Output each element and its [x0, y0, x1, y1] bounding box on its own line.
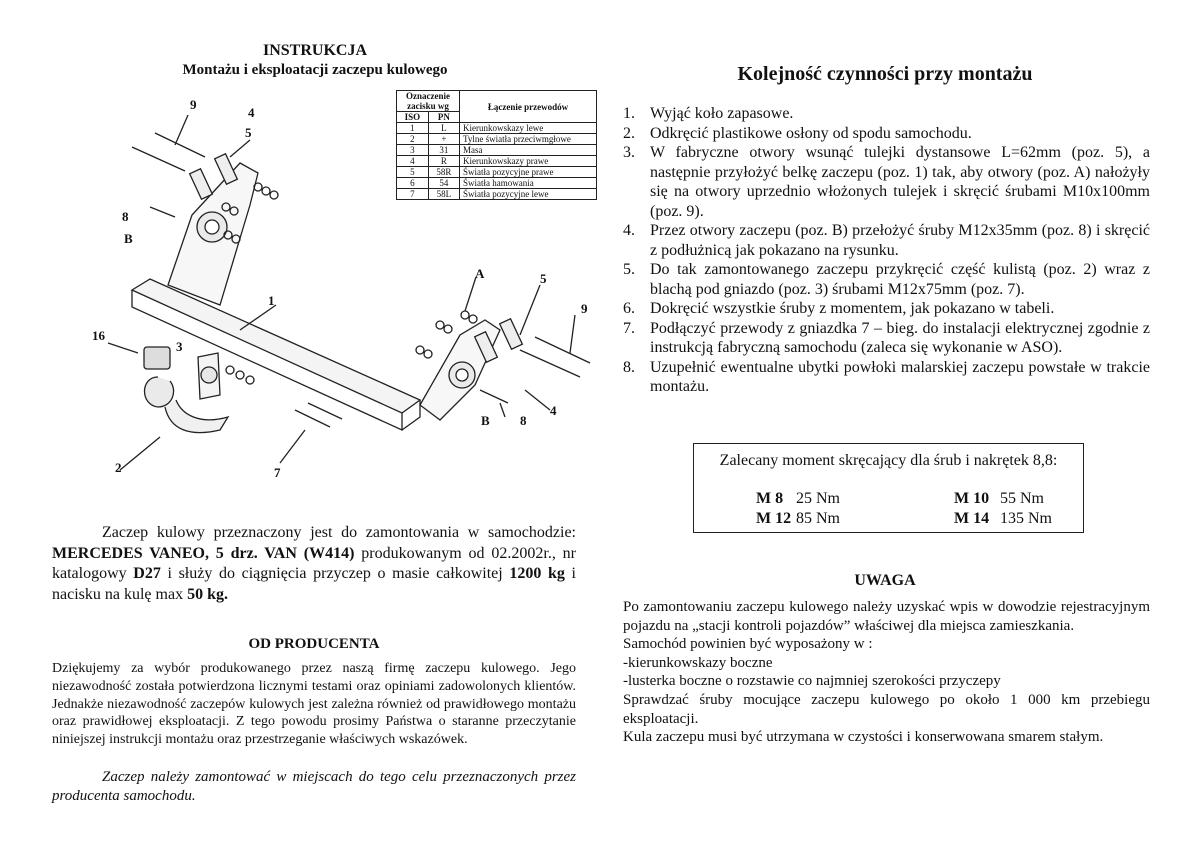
desc-cell: Światła hamowania: [460, 178, 597, 189]
step-number: 1.: [623, 105, 635, 122]
catalog-number: D27: [133, 565, 161, 582]
table-row: [397, 167, 597, 178]
desc-cell: Światła pozycyjne lewe: [460, 189, 597, 200]
diagram-label-a: A: [475, 266, 485, 281]
step-text: Do tak zamontowanego zaczepu przykręcić część kulistą (poz. 2) wraz z blachą pod gniazdo (poz. 3) śrubami M12x75mm (poz. 7).: [650, 261, 1150, 298]
iso-cell: 3: [397, 145, 429, 156]
iso-cell: 7: [397, 189, 429, 200]
warning-line: -lusterka boczne o rozstawie co najmniej szerokości przyczepy: [623, 673, 1001, 690]
iso-cell: 4: [397, 156, 429, 167]
warning-line: -kierunkowskazy boczne: [623, 654, 773, 671]
warning-paragraph: Sprawdzać śruby mocujące zaczepu kulowego po około 1 000 km przebiegu eksploatacji.: [623, 691, 1150, 727]
mounting-note: Zaczep należy zamontować w miejscach do tego celu przeznaczonych przez producenta samochodu.: [52, 769, 576, 804]
torque-value: 135 Nm: [1000, 510, 1052, 527]
desc-cell: Masa: [460, 145, 597, 156]
step-number: 4.: [623, 222, 635, 239]
diagram-label-5-right: 5: [540, 271, 547, 286]
table-row: [397, 178, 597, 189]
vehicle-text: Zaczep kulowy przeznaczony jest do zamontowania w samochodzie:: [102, 524, 576, 541]
pn-cell: 54: [428, 178, 459, 189]
wire-table-pn-header: PN: [428, 112, 459, 123]
diagram-label-8: 8: [122, 209, 129, 224]
document-subtitle: Montażu i eksploatacji zaczepu kulowego: [182, 62, 448, 78]
step-text: Dokręcić wszystkie śruby z momentem, jak pokazano w tabeli.: [650, 300, 1055, 317]
list-item: [623, 124, 1150, 144]
warning-heading: UWAGA: [854, 572, 916, 589]
pn-cell: R: [428, 156, 459, 167]
torque-value: 25 Nm: [796, 490, 840, 507]
step-text: Odkręcić plastikowe osłony od spodu samochodu.: [650, 124, 972, 142]
torque-m12: [756, 510, 840, 528]
desc-cell: Tylne światła przeciwmgłowe: [460, 134, 597, 145]
torque-m14: [954, 510, 1052, 528]
wire-table: [396, 90, 597, 200]
step-number: 8.: [623, 358, 635, 376]
iso-cell: 6: [397, 178, 429, 189]
torque-title: Zalecany moment skręcający dla śrub i nakrętek 8,8:: [719, 452, 1058, 469]
installation-steps: [623, 104, 1150, 397]
diagram-label-16: 16: [92, 328, 105, 343]
vehicle-text: i służy do ciągnięcia przyczep o masie całkowitej: [160, 565, 510, 582]
bolt-size: M 8: [756, 490, 784, 507]
producer-text: Dziękujemy za wybór produkowanego przez naszą firmę zaczepu kulowego. Jego niezawodność została potwierdzona licznymi testami oraz opiniami zadowolonych klientów. Jednakże niezawodność zaczepów kulowych jest zależna również od prawidłowego montażu oraz prawidłowej eksploatacji. Z tego powodu prosimy Państwa o staranne przeczytanie niniejszej instrukcji montażu oraz przestrzeganie właściwych wskazówek.: [52, 661, 576, 748]
iso-cell: 5: [397, 167, 429, 178]
step-number: 2.: [623, 124, 635, 142]
bolt-size: M 12: [756, 510, 792, 527]
trailer-mass: 1200 kg: [509, 565, 565, 582]
step-text: Uzupełnić ewentualne ubytki powłoki malarskiej zaczepu powstałe w trakcie montażu.: [650, 358, 1150, 395]
diagram-label-b-right: B: [481, 413, 490, 428]
desc-cell: Kierunkowskazy prawe: [460, 156, 597, 167]
vehicle-text: produkowanym od 02.2002r., nr katalogowy: [52, 544, 577, 582]
wire-table-iso-header: ISO: [397, 112, 429, 123]
step-number: 7.: [623, 319, 635, 337]
diagram-label-4-right: 4: [550, 403, 557, 418]
diagram-label-b: B: [124, 231, 133, 246]
diagram-label-1: 1: [268, 293, 275, 308]
torque-value: 55 Nm: [1000, 490, 1044, 507]
pn-cell: 58L: [428, 189, 459, 200]
list-item: [623, 104, 1150, 124]
diagram-label-9-right: 9: [581, 301, 588, 316]
pn-cell: +: [428, 134, 459, 145]
step-text: Podłączyć przewody z gniazdka 7 – bieg. do instalacji elektrycznej zgodnie z instrukcją fabryczną samochodu (zaleca się wykonanie w ASO).: [650, 319, 1150, 356]
diagram-label-5: 5: [245, 125, 252, 140]
step-text: Wyjąć koło zapasowe.: [650, 105, 794, 122]
diagram-label-9: 9: [190, 97, 197, 112]
wire-table-function-header: Łączenie przewodów: [460, 91, 597, 123]
warning-line: Kula zaczepu musi być utrzymana w czystości i konserwowana smarem stałym.: [623, 729, 1104, 746]
diagram-label-3: 3: [176, 339, 183, 354]
document-title: INSTRUKCJA: [262, 42, 367, 59]
vehicle-text: i nacisku na kulę max: [52, 565, 576, 603]
list-item: [623, 319, 1150, 358]
desc-cell: Kierunkowskazy lewe: [460, 123, 597, 134]
bolt-size: M 14: [954, 510, 990, 527]
vehicle-model: MERCEDES VANEO, 5 drz. VAN (W414): [52, 544, 355, 562]
ball-load: 50 kg.: [187, 585, 228, 603]
list-item: [623, 260, 1150, 299]
vehicle-description: [52, 523, 576, 605]
producer-heading: OD PRODUCENTA: [248, 636, 380, 652]
torque-m10: [954, 490, 1044, 508]
table-row: [397, 123, 597, 134]
pn-cell: 31: [428, 145, 459, 156]
table-row: [397, 134, 597, 145]
desc-cell: Światła pozycyjne prawe: [460, 167, 597, 178]
torque-table: [693, 443, 1084, 533]
list-item: [623, 358, 1150, 397]
list-item: [623, 299, 1150, 319]
warning-text: [623, 598, 1150, 747]
step-number: 3.: [623, 144, 635, 161]
bolt-size: M 10: [954, 490, 990, 507]
iso-cell: 1: [397, 123, 429, 134]
steps-title: Kolejność czynności przy montażu: [737, 63, 1033, 85]
warning-line: Samochód powinien być wyposażony w :: [623, 636, 873, 653]
warning-paragraph: Po zamontowaniu zaczepu kulowego należy uzyskać wpis w dowodzie rejestracyjnym pojazdu na „stacji kontroli pojazdów” właściwej dla miejsca zamieszkania.: [623, 599, 1150, 634]
diagram-label-8-right: 8: [520, 413, 527, 428]
torque-value: 85 Nm: [796, 510, 840, 527]
pn-cell: 58R: [428, 167, 459, 178]
list-item: [623, 143, 1150, 221]
step-number: 5.: [623, 261, 635, 278]
step-text: Przez otwory zaczepu (poz. B) przełożyć śruby M12x35mm (poz. 8) i skręcić z podłużnicą jak pokazano na rysunku.: [650, 222, 1150, 259]
step-number: 6.: [623, 300, 635, 317]
diagram-label-4: 4: [248, 105, 255, 120]
step-text: W fabryczne otwory wsunąć tulejki dystansowe L=62mm (poz. 5), a następnie przyłożyć belkę zaczepu (poz. 1) tak, aby otwory (poz. A) nałożyły się na otwory uprzednio włożonych tulejek i skręcić śrubami M10x100mm (poz. 9).: [650, 144, 1150, 220]
diagram-label-2: 2: [115, 460, 122, 475]
table-row: [397, 145, 597, 156]
table-row: [397, 156, 597, 167]
pn-cell: L: [428, 123, 459, 134]
diagram-label-7: 7: [274, 465, 281, 480]
torque-m8: [756, 490, 840, 508]
iso-cell: 2: [397, 134, 429, 145]
wire-table-group-header: Oznaczenie zacisku wg: [397, 91, 460, 112]
table-row: [397, 189, 597, 200]
list-item: [623, 221, 1150, 260]
